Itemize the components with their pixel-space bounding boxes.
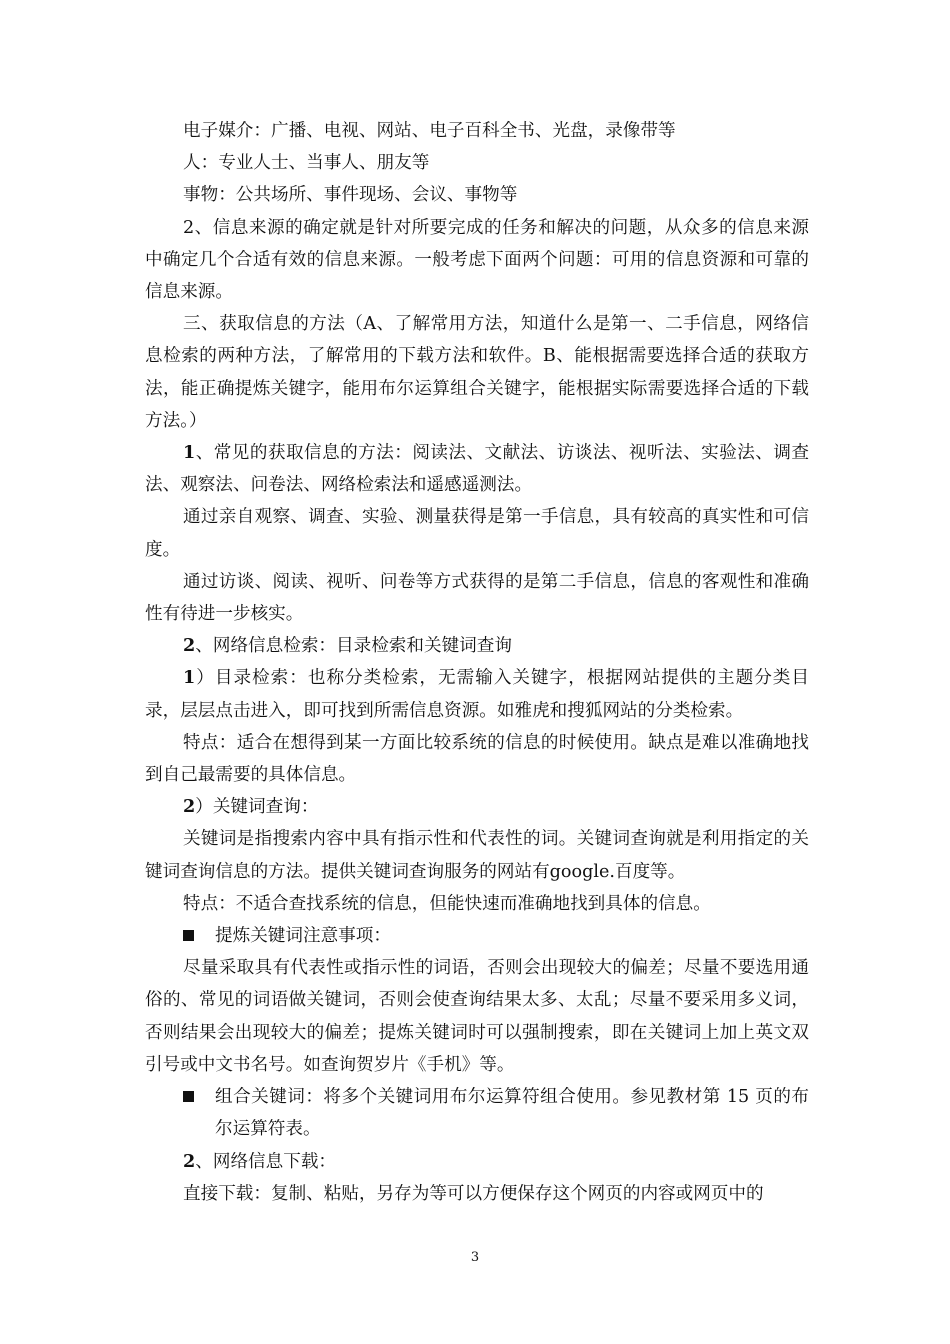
paragraph-methods-heading: 三、获取信息的方法（A、了解常用方法，知道什么是第一、二手信息，网络信息检索的两种方法，了解常用的下载方法和软件。B、能根据需要选择合适的获取方法，能正确提炼关键字，能用布尔运算组合关键字，能根据实际需要选择合适的下载方法。）: [145, 314, 809, 431]
paragraph-keyword-query-heading: [145, 791, 809, 823]
document-body: [145, 115, 809, 1210]
paragraph-directory-search: [145, 662, 809, 726]
square-bullet-icon: [183, 930, 194, 941]
paragraph-things: 事物：公共场所、事件现场、会议、事物等: [183, 185, 518, 206]
paragraph-text: ）关键词查询：: [195, 797, 319, 818]
paragraph-direct-download: 直接下载：复制、粘贴，另存为等可以方便保存这个网页的内容或网页中的: [183, 1183, 764, 1204]
item-number: 1: [183, 442, 196, 464]
paragraph-directory-features: 特点：适合在想得到某一方面比较系统的信息的时候使用。缺点是难以准确地找到自己最需要的具体信息。: [145, 732, 809, 786]
paragraph-text: 、网络信息检索：目录检索和关键词查询: [195, 636, 512, 657]
bullet-combine-keywords: [145, 1081, 809, 1145]
paragraph-network-search: [145, 630, 809, 662]
item-number: 1: [183, 667, 196, 689]
paragraph-people: 人：专业人士、当事人、朋友等: [183, 153, 430, 174]
item-number: 2: [183, 1150, 196, 1172]
page-number: 3: [470, 1250, 480, 1265]
bullet-text: 提炼关键词注意事项：: [215, 926, 391, 947]
paragraph-first-hand: 通过亲自观察、调查、实验、测量获得是第一手信息，具有较高的真实性和可信度。: [145, 507, 809, 560]
paragraph-text: ）目录检索：也称分类检索，无需输入关键字，根据网站提供的主题分类目录，层层点击进入，即可找到所需信息资源。如雅虎和搜狐网站的分类检索。: [145, 668, 809, 721]
paragraph-keyword-tips: 尽量采取具有代表性或指示性的词语，否则会出现较大的偏差；尽量不要选用通俗的、常见的词语做关键词，否则会使查询结果太多、太乱；尽量不要采用多义词，否则结果会出现较大的偏差；提炼关键词时可以强制搜索，即在关键词上加上英文双引号或中文书名号。如查询贺岁片《手机》等。: [145, 958, 809, 1075]
bullet-text: 组合关键词：将多个关键词用布尔运算符组合使用。参见教材第 15 页的布尔运算符表。: [215, 1087, 809, 1140]
square-bullet-icon: [183, 1091, 194, 1102]
bullet-keyword-tips: [145, 920, 809, 952]
paragraph-common-methods: [145, 437, 809, 501]
paragraph-second-hand: 通过访谈、阅读、视听、问卷等方式获得的是第二手信息，信息的客观性和准确性有待进一步核实。: [145, 571, 809, 625]
item-number: 2: [183, 796, 196, 818]
paragraph-keyword-features: 特点：不适合查找系统的信息，但能快速而准确地找到具体的信息。: [183, 893, 711, 914]
item-number: 2: [183, 635, 196, 657]
paragraph-source-determination: 2、信息来源的确定就是针对所要完成的任务和解决的问题，从众多的信息来源中确定几个合适有效的信息来源。一般考虑下面两个问题：可用的信息资源和可靠的信息来源。: [145, 217, 809, 303]
paragraph-network-download: [145, 1146, 809, 1178]
paragraph-text: 、常见的获取信息的方法：阅读法、文献法、访谈法、视听法、实验法、调查法、观察法、问卷法、网络检索法和遥感遥测法。: [145, 443, 809, 496]
paragraph-electronic-media: 电子媒介：广播、电视、网站、电子百科全书、光盘，录像带等: [183, 121, 676, 141]
paragraph-text: 、网络信息下载：: [195, 1151, 337, 1172]
paragraph-keyword-definition: 关键词是指搜索内容中具有指示性和代表性的词。关键词查询就是利用指定的关键词查询信息的方法。提供关键词查询服务的网站有google.百度等。: [145, 829, 809, 882]
